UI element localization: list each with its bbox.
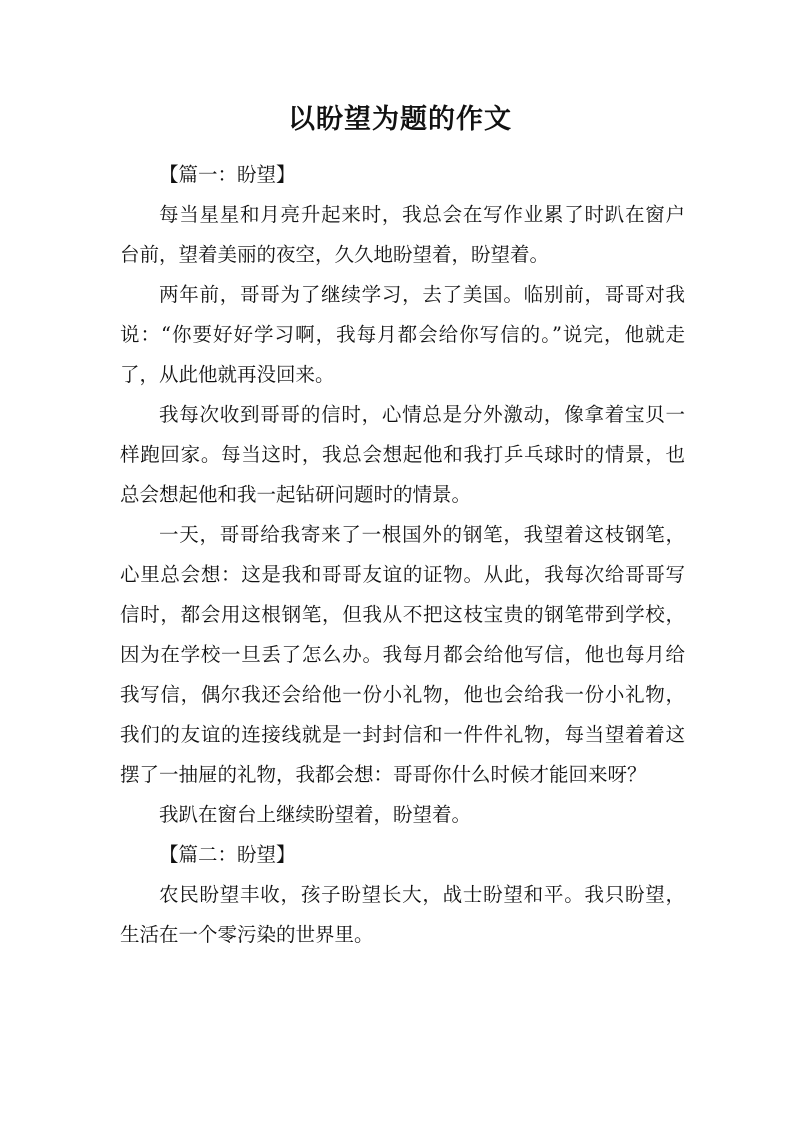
section-1-paragraph-3: 我每次收到哥哥的信时，心情总是分外激动，像拿着宝贝一样跑回家。每当这时，我总会想起他和我打乒乓球时的情景，也总会想起他和我一起钻研问题时的情景。 (120, 403, 685, 506)
section-1-paragraph-4: 一天，哥哥给我寄来了一根国外的钢笔，我望着这枝钢笔，心里总会想：这是我和哥哥友谊的证物。从此，我每次给哥哥写信时，都会用这根钢笔，但我从不把这枝宝贵的钢笔带到学校，因为在学校一旦丢了怎么办。我每月都会给他写信，他也每月给我写信，偶尔我还会给他一份小礼物，他也会给我一份小礼物，我们的友谊的连接线就是一封封信和一件件礼物，每当望着着这摆了一抽屉的礼物，我都会想：哥哥你什么时候才能回来呀？ (120, 523, 685, 786)
section-1-heading: 【篇一：盼望】 (159, 163, 296, 186)
section-1-paragraph-5: 我趴在窗台上继续盼望着，盼望着。 (159, 803, 472, 826)
section-1-paragraph-1: 每当星星和月亮升起来时，我总会在写作业累了时趴在窗户台前，望着美丽的夜空，久久地盼望着，盼望着。 (120, 203, 685, 266)
section-2-heading: 【篇二：盼望】 (159, 843, 296, 866)
section-2-paragraph-1: 农民盼望丰收，孩子盼望长大，战士盼望和平。我只盼望，生活在一个零污染的世界里。 (120, 883, 685, 946)
document-body (120, 155, 685, 955)
section-1-paragraph-2: 两年前，哥哥为了继续学习，去了美国。临别前，哥哥对我说：“你要好好学习啊，我每月都会给你写信的。”说完，他就走了，从此他就再没回来。 (120, 283, 685, 386)
document-title: 以盼望为题的作文 (288, 104, 512, 135)
